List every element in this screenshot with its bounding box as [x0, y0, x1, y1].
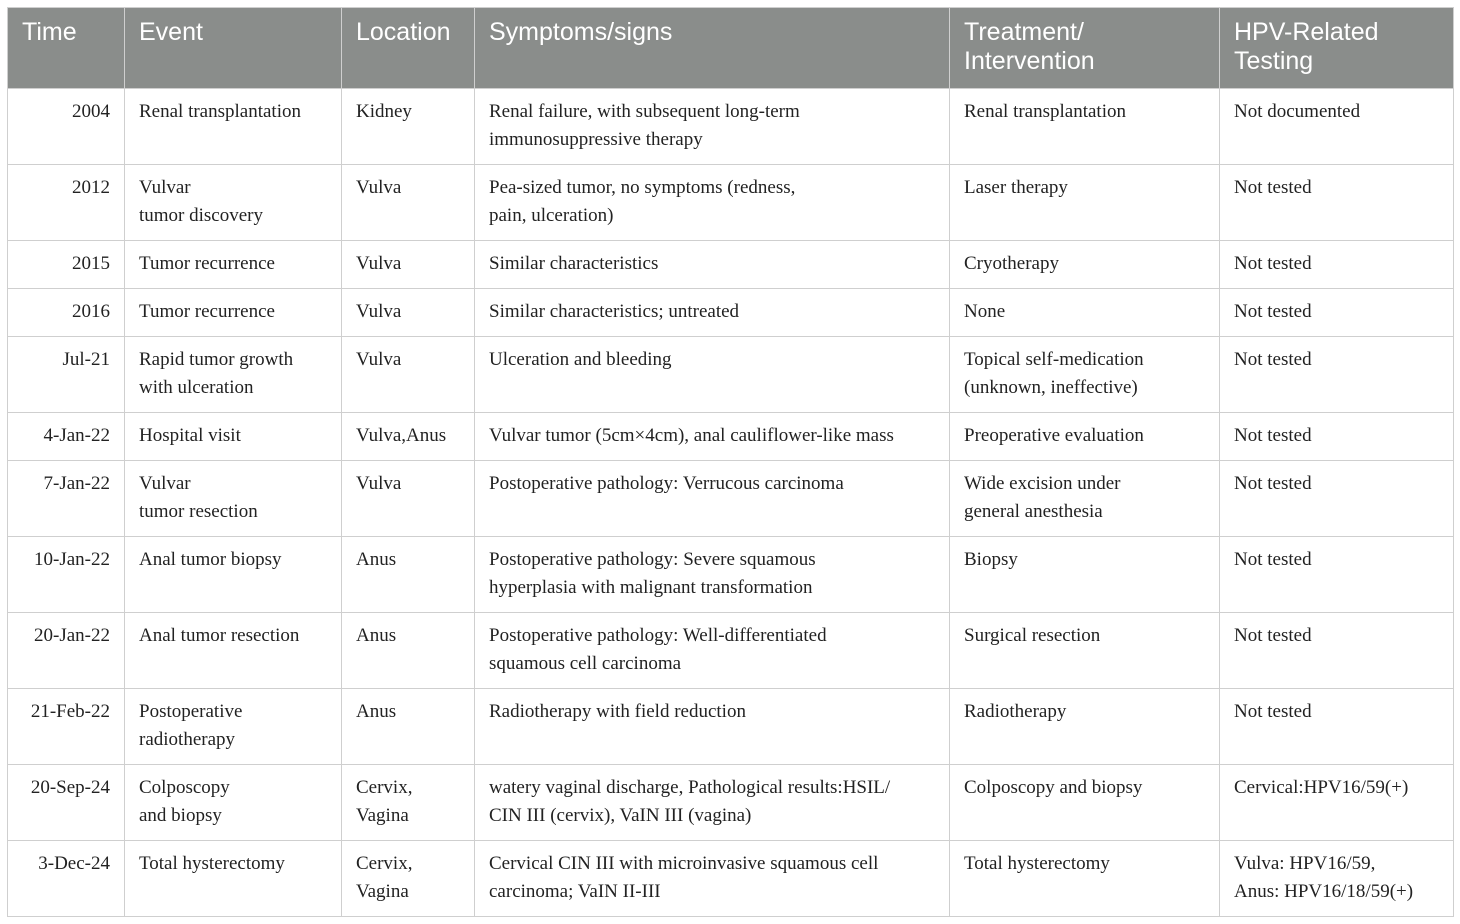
cell-hpv-testing: Not tested — [1220, 165, 1454, 241]
cell-location: Anus — [342, 689, 475, 765]
cell-time: 2015 — [8, 241, 125, 289]
cell-hpv-testing: Not tested — [1220, 337, 1454, 413]
table-header-row — [8, 8, 1454, 89]
cell-treatment: Surgical resection — [950, 613, 1220, 689]
table-row — [8, 461, 1454, 537]
cell-treatment: Radiotherapy — [950, 689, 1220, 765]
cell-hpv-testing: Vulva: HPV16/59, Anus: HPV16/18/59(+) — [1220, 841, 1454, 917]
cell-time: 2016 — [8, 289, 125, 337]
cell-event: Tumor recurrence — [125, 241, 342, 289]
cell-time: 20-Jan-22 — [8, 613, 125, 689]
cell-treatment: Cryotherapy — [950, 241, 1220, 289]
cell-symptoms: watery vaginal discharge, Pathological results:HSIL/ CIN III (cervix), VaIN III (vagina) — [475, 765, 950, 841]
cell-symptoms: Vulvar tumor (5cm×4cm), anal cauliflower-like mass — [475, 413, 950, 461]
cell-symptoms: Postoperative pathology: Severe squamous hyperplasia with malignant transformation — [475, 537, 950, 613]
cell-symptoms: Radiotherapy with field reduction — [475, 689, 950, 765]
table-row — [8, 765, 1454, 841]
cell-time: 20-Sep-24 — [8, 765, 125, 841]
cell-treatment: Topical self-medication (unknown, ineffective) — [950, 337, 1220, 413]
cell-hpv-testing: Not tested — [1220, 289, 1454, 337]
cell-hpv-testing: Not tested — [1220, 241, 1454, 289]
cell-event: Anal tumor resection — [125, 613, 342, 689]
cell-symptoms: Pea-sized tumor, no symptoms (redness, pain, ulceration) — [475, 165, 950, 241]
cell-location: Anus — [342, 537, 475, 613]
cell-location: Vulva — [342, 241, 475, 289]
cell-event: Total hysterectomy — [125, 841, 342, 917]
cell-location: Vulva — [342, 165, 475, 241]
cell-hpv-testing: Not tested — [1220, 613, 1454, 689]
table-row — [8, 689, 1454, 765]
cell-location: Vulva — [342, 289, 475, 337]
cell-treatment: Renal transplantation — [950, 89, 1220, 165]
cell-location: Vulva — [342, 337, 475, 413]
cell-time: 10-Jan-22 — [8, 537, 125, 613]
cell-time: 21-Feb-22 — [8, 689, 125, 765]
table-row — [8, 841, 1454, 917]
cell-time: 2004 — [8, 89, 125, 165]
cell-treatment: Preoperative evaluation — [950, 413, 1220, 461]
cell-treatment: Biopsy — [950, 537, 1220, 613]
cell-event: Anal tumor biopsy — [125, 537, 342, 613]
header-time: Time — [8, 8, 125, 89]
cell-treatment: Total hysterectomy — [950, 841, 1220, 917]
table-row — [8, 165, 1454, 241]
cell-treatment: Wide excision under general anesthesia — [950, 461, 1220, 537]
cell-symptoms: Renal failure, with subsequent long-term immunosuppressive therapy — [475, 89, 950, 165]
cell-time: Jul-21 — [8, 337, 125, 413]
cell-time: 4-Jan-22 — [8, 413, 125, 461]
cell-event: Vulvar tumor discovery — [125, 165, 342, 241]
cell-location: Cervix, Vagina — [342, 841, 475, 917]
cell-symptoms: Similar characteristics — [475, 241, 950, 289]
cell-event: Vulvar tumor resection — [125, 461, 342, 537]
cell-event: Rapid tumor growth with ulceration — [125, 337, 342, 413]
cell-symptoms: Cervical CIN III with microinvasive squamous cell carcinoma; VaIN II-III — [475, 841, 950, 917]
cell-location: Vulva — [342, 461, 475, 537]
cell-symptoms: Similar characteristics; untreated — [475, 289, 950, 337]
table-row — [8, 537, 1454, 613]
cell-event: Renal transplantation — [125, 89, 342, 165]
cell-event: Colposcopy and biopsy — [125, 765, 342, 841]
cell-event: Hospital visit — [125, 413, 342, 461]
cell-location: Anus — [342, 613, 475, 689]
cell-time: 3-Dec-24 — [8, 841, 125, 917]
table-row — [8, 89, 1454, 165]
cell-hpv-testing: Not documented — [1220, 89, 1454, 165]
header-treatment: Treatment/ Intervention — [950, 8, 1220, 89]
cell-time: 2012 — [8, 165, 125, 241]
table-row — [8, 613, 1454, 689]
header-hpv-testing: HPV-Related Testing — [1220, 8, 1454, 89]
cell-location: Vulva,Anus — [342, 413, 475, 461]
cell-location: Cervix, Vagina — [342, 765, 475, 841]
cell-hpv-testing: Cervical:HPV16/59(+) — [1220, 765, 1454, 841]
cell-time: 7-Jan-22 — [8, 461, 125, 537]
header-symptoms: Symptoms/signs — [475, 8, 950, 89]
header-location: Location — [342, 8, 475, 89]
table-row — [8, 241, 1454, 289]
cell-treatment: None — [950, 289, 1220, 337]
table-row — [8, 413, 1454, 461]
cell-location: Kidney — [342, 89, 475, 165]
table-row — [8, 289, 1454, 337]
cell-hpv-testing: Not tested — [1220, 461, 1454, 537]
cell-event: Tumor recurrence — [125, 289, 342, 337]
cell-treatment: Laser therapy — [950, 165, 1220, 241]
cell-symptoms: Postoperative pathology: Well-differentiated squamous cell carcinoma — [475, 613, 950, 689]
table-row — [8, 337, 1454, 413]
header-event: Event — [125, 8, 342, 89]
cell-hpv-testing: Not tested — [1220, 413, 1454, 461]
cell-symptoms: Ulceration and bleeding — [475, 337, 950, 413]
cell-hpv-testing: Not tested — [1220, 537, 1454, 613]
cell-event: Postoperative radiotherapy — [125, 689, 342, 765]
cell-treatment: Colposcopy and biopsy — [950, 765, 1220, 841]
cell-hpv-testing: Not tested — [1220, 689, 1454, 765]
cell-symptoms: Postoperative pathology: Verrucous carcinoma — [475, 461, 950, 537]
timeline-table — [7, 7, 1454, 917]
